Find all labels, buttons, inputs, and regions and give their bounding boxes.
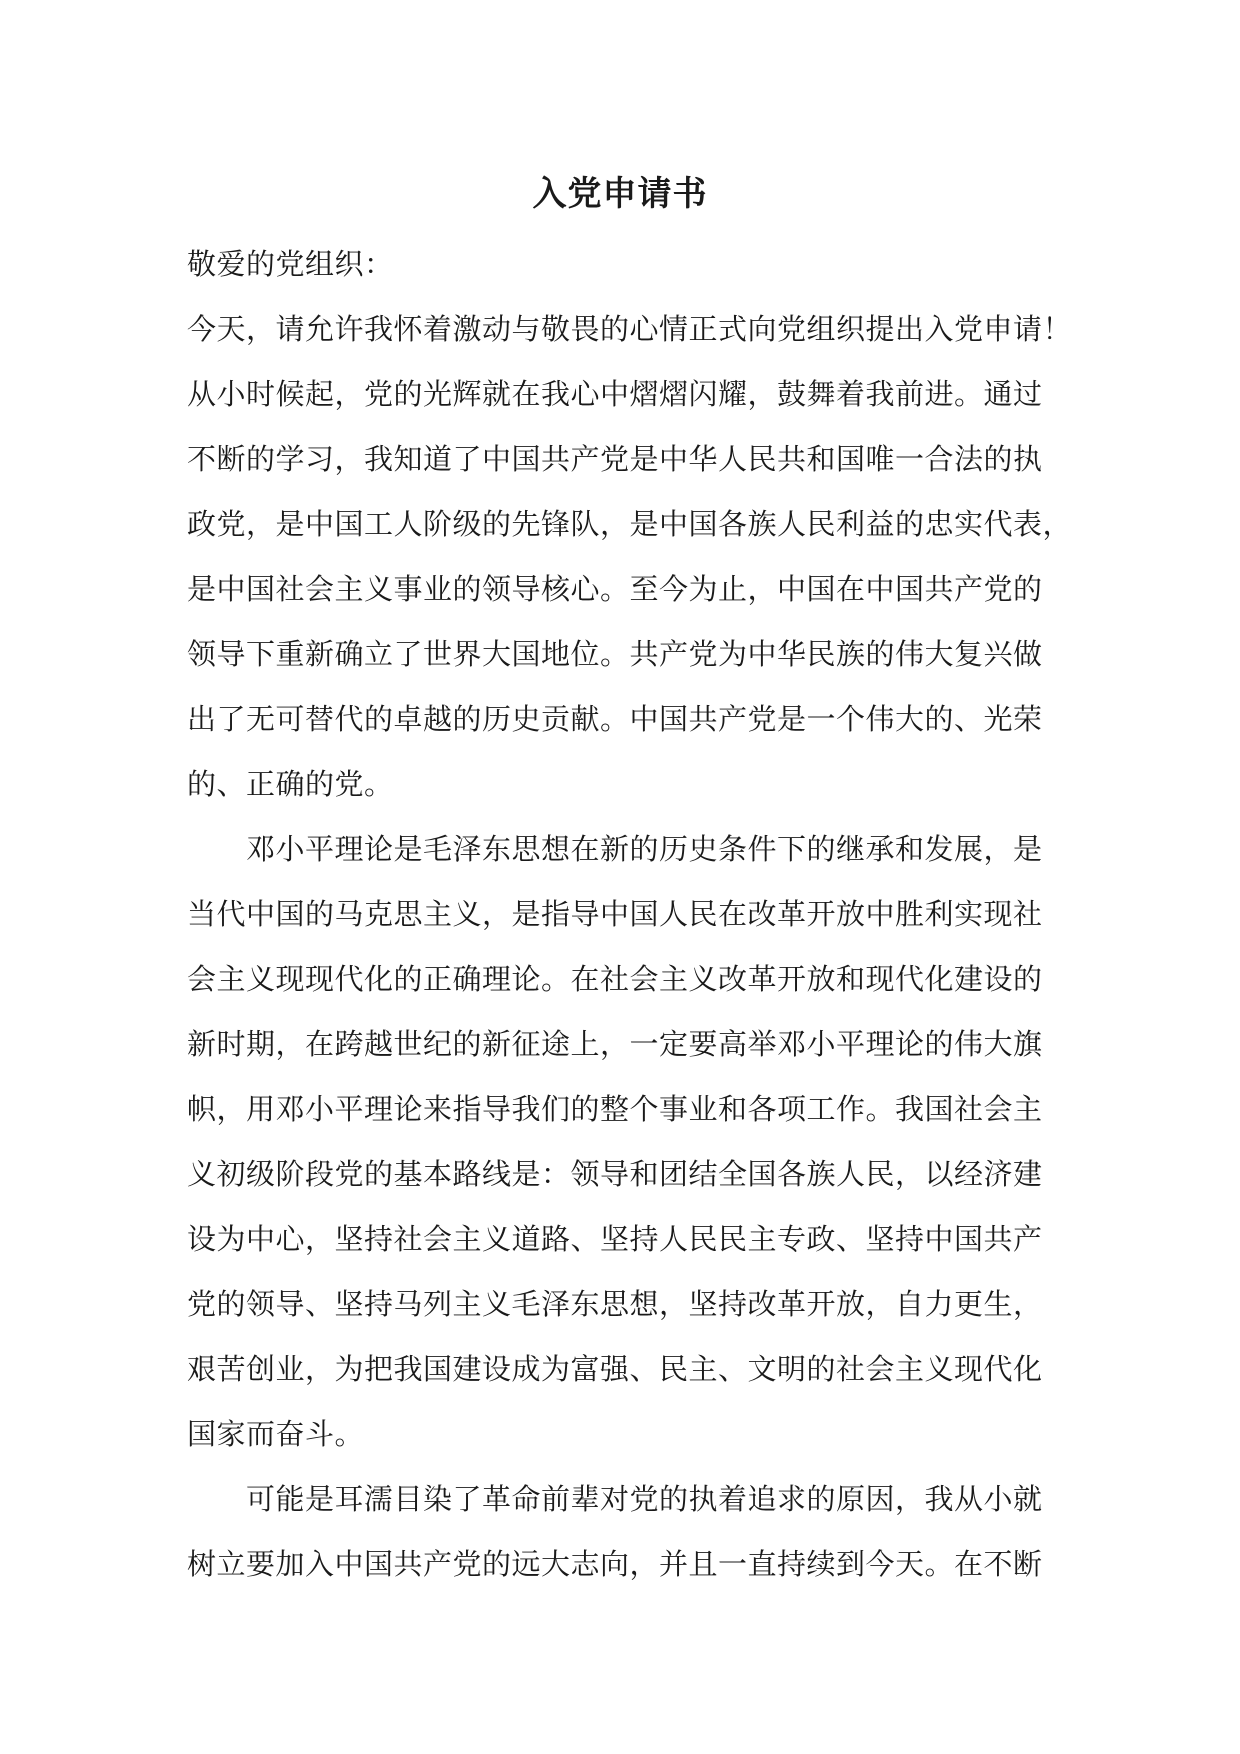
- paragraph-1-line-5: 是中国社会主义事业的领导核心。至今为止，中国在中国共产党的: [187, 572, 1043, 606]
- paragraph-2-line-10: 国家而奋斗。: [187, 1417, 365, 1451]
- paragraph-3-line-1: 可能是耳濡目染了革命前辈对党的执着追求的原因，我从小就: [246, 1482, 1043, 1516]
- paragraph-1-line-3: 不断的学习，我知道了中国共产党是中华人民共和国唯一合法的执: [187, 442, 1043, 476]
- paragraph-2-line-8: 党的领导、坚持马列主义毛泽东思想，坚持改革开放，自力更生，: [187, 1287, 1043, 1321]
- document-body: [187, 237, 1087, 1602]
- paragraph-2-line-4: 新时期，在跨越世纪的新征途上，一定要高举邓小平理论的伟大旗: [187, 1027, 1043, 1061]
- paragraph-1-line-8: 的、正确的党。: [187, 767, 394, 801]
- paragraph-1-line-4: 政党，是中国工人阶级的先锋队，是中国各族人民利益的忠实代表，: [187, 507, 1073, 541]
- paragraph-2-line-5: 帜，用邓小平理论来指导我们的整个事业和各项工作。我国社会主: [187, 1092, 1043, 1126]
- paragraph-2-line-2: 当代中国的马克思主义，是指导中国人民在改革开放中胜利实现社: [187, 897, 1043, 931]
- paragraph-2-line-3: 会主义现现代化的正确理论。在社会主义改革开放和现代化建设的: [187, 962, 1043, 996]
- paragraph-1-line-6: 领导下重新确立了世界大国地位。共产党为中华民族的伟大复兴做: [187, 637, 1043, 671]
- paragraph-1-line-7: 出了无可替代的卓越的历史贡献。中国共产党是一个伟大的、光荣: [187, 702, 1043, 736]
- paragraph-1-line-2: 从小时候起，党的光辉就在我心中熠熠闪耀，鼓舞着我前进。通过: [187, 377, 1043, 411]
- paragraph-2-line-9: 艰苦创业，为把我国建设成为富强、民主、文明的社会主义现代化: [187, 1352, 1043, 1386]
- paragraph-1-line-1: 今天，请允许我怀着激动与敬畏的心情正式向党组织提出入党申请！: [187, 312, 1073, 346]
- paragraph-2-line-7: 设为中心，坚持社会主义道路、坚持人民民主专政、坚持中国共产: [187, 1222, 1043, 1256]
- salutation: 敬爱的党组织：: [187, 247, 394, 281]
- paragraph-2-line-6: 义初级阶段党的基本路线是：领导和团结全国各族人民，以经济建: [187, 1157, 1043, 1191]
- paragraph-3-line-2: 树立要加入中国共产党的远大志向，并且一直持续到今天。在不断: [187, 1547, 1043, 1581]
- paragraph-2-line-1: 邓小平理论是毛泽东思想在新的历史条件下的继承和发展，是: [246, 832, 1043, 866]
- document-title: 入党申请书: [532, 174, 708, 214]
